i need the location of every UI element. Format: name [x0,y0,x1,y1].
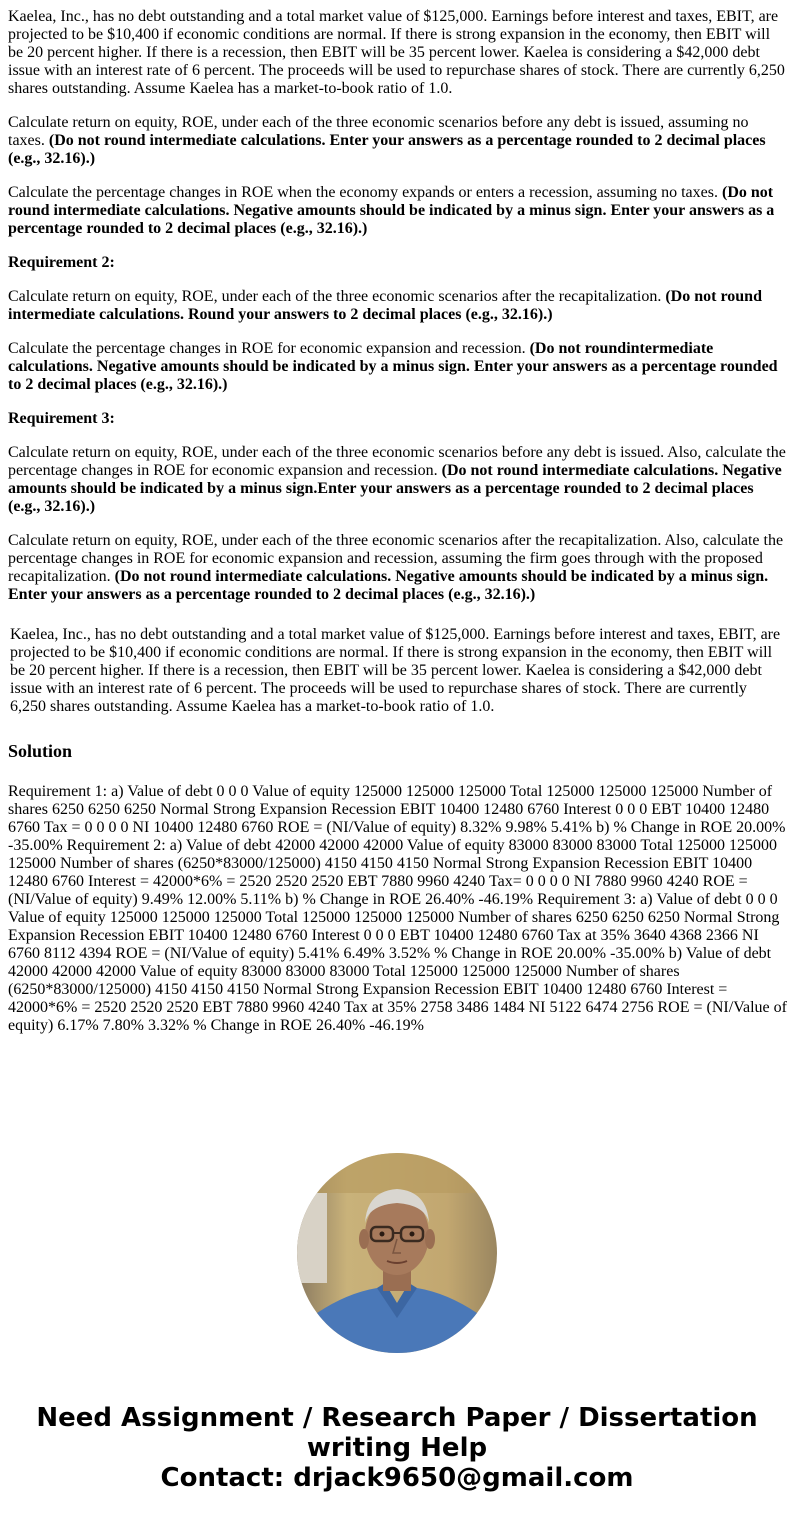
question-6 [8,532,787,604]
question-6-instructions: (Do not round intermediate calculations. Negative amounts should be indicated by a minus sign. Enter your answers as a percentage rounded to 2 decimal places (e.g., 32.16).) [8,568,769,603]
question-2 [8,184,787,238]
document-body [8,8,787,1035]
portrait-image [297,1153,497,1353]
question-1 [8,114,787,168]
author-avatar [297,1153,497,1353]
question-5 [8,444,787,516]
problem-intro: Kaelea, Inc., has no debt outstanding and a total market value of $125,000. Earnings before interest and taxes, EBIT, are projected to be $10,400 if economic conditions are normal. If there is strong expansion in the economy, then EBIT will be 20 percent higher. If there is a recession, then EBIT will be 35 percent lower. Kaelea is considering a $42,000 debt issue with an interest rate of 6 percent. The proceeds will be used to repurchase shares of stock. There are currently 6,250 shares outstanding. Assume Kaelea has a market-to-book ratio of 1.0. [8,8,785,97]
footer-contact: Contact: drjack9650@gmail.com [160,1463,634,1493]
question-1-instructions: (Do not round intermediate calculations. Enter your answers as a percentage rounded to 2 decimal places (e.g., 32.16).) [8,132,766,167]
solution-heading: Solution [8,741,73,761]
question-5-text: Calculate return on equity, ROE, under each of the three economic scenarios before any debt is issued. Also, calculate the percentage changes in ROE for economic expansion and recession. [8,444,786,479]
solution-body: Requirement 1: a) Value of debt 0 0 0 Value of equity 125000 125000 125000 Total 125000 125000 125000 Number of shares 6250 6250 6250 Normal Strong Expansion Recession EBIT 10400 12480 6760 Interest 0 0 0 EBT 10400 12480 6760 Tax = 0 0 0 0 NI 10400 12480 6760 ROE = (NI/Value of equity) 8.32% 9.98% 5.41% b) % Change in ROE 20.00% -35.00% Requirement 2: a) Value of debt 42000 42000 42000 Value of equity 83000 83000 83000 Total 125000 125000 125000 Number of shares (6250*83000/125000) 4150 4150 4150 Normal Strong Expansion Recession EBIT 10400 12480 6760 Interest = 42000*6% = 2520 2520 2520 EBT 7880 9960 4240 Tax= 0 0 0 0 NI 7880 9960 4240 ROE = (NI/Value of equity) 9.49% 12.00% 5.11% b) % Change in ROE 26.40% -46.19% Requirement 3: a) Value of debt 0 0 0 Value of equity 125000 125000 125000 Total 125000 125000 125000 Number of shares 6250 6250 6250 Normal Strong Expansion Recession EBIT 10400 12480 6760 Interest 0 0 0 EBT 10400 12480 6760 Tax at 35% 3640 4368 2366 NI 6760 8112 4394 ROE = (NI/Value of equity) 5.41% 6.49% 3.52% % Change in ROE 20.00% -35.00% b) Value of debt 42000 42000 42000 Value of equity 83000 83000 83000 Total 125000 125000 125000 Number of shares (6250*83000/125000) 4150 4150 4150 Normal Strong Expansion Recession EBIT 10400 12480 6760 Interest = 42000*6% = 2520 2520 2520 EBT 7880 9960 4240 Tax at 35% 2758 3486 1484 NI 5122 6474 2756 ROE = (NI/Value of equity) 6.17% 7.80% 3.32% % Change in ROE 26.40% -46.19% [8,783,787,1034]
question-4-text: Calculate the percentage changes in ROE for economic expansion and recession. [8,340,526,357]
footer-line-2: writing Help [306,1433,488,1463]
question-3-text: Calculate return on equity, ROE, under each of the three economic scenarios after the recapitalization. [8,288,662,305]
question-6-text: Calculate return on equity, ROE, under each of the three economic scenarios after the recapitalization. Also, calculate the percentage changes in ROE for economic expansion and recession, assuming the firm goes through with the proposed recapitalization. [8,532,784,585]
question-5-instructions: (Do not round intermediate calculations. Negative amounts should be indicated by a minus sign.Enter your answers as a percentage rounded to 2 decimal places (e.g., 32.16).) [8,462,782,515]
footer-line-1: Need Assignment / Research Paper / Dissertation [36,1403,758,1433]
problem-repeat-text: Kaelea, Inc., has no debt outstanding and a total market value of $125,000. Earnings before interest and taxes, EBIT, are projected to be $10,400 if economic conditions are normal. If there is strong expansion in the economy, then EBIT will be 20 percent higher. If there is a recession, then EBIT will be 35 percent lower. Kaelea is considering a $42,000 debt issue with an interest rate of 6 percent. The proceeds will be used to repurchase shares of stock. There are currently 6,250 shares outstanding. Assume Kaelea has a market-to-book ratio of 1.0. [10,626,781,715]
question-4-instructions: (Do not roundintermediate calculations. Negative amounts should be indicated by a minus sign. Enter your answers as a percentage rounded to 2 decimal places (e.g., 32.16).) [8,340,778,393]
requirement-2-heading: Requirement 2: [8,254,115,271]
requirement-3-heading: Requirement 3: [8,410,115,427]
footer-banner [0,1403,794,1493]
question-3-instructions: (Do not round intermediate calculations. Round your answers to 2 decimal places (e.g., 32.16).) [8,288,762,323]
question-2-text: Calculate the percentage changes in ROE when the economy expands or enters a recession, assuming no taxes. [8,184,718,201]
question-2-instructions: (Do not round intermediate calculations. Negative amounts should be indicated by a minus sign. Enter your answers as a percentage rounded to 2 decimal places (e.g., 32.16).) [8,184,775,237]
question-4 [8,340,787,394]
question-3 [8,288,787,324]
problem-repeat-box [8,620,787,724]
question-1-text: Calculate return on equity, ROE, under each of the three economic scenarios before any debt is issued, assuming no taxes. [8,114,749,149]
